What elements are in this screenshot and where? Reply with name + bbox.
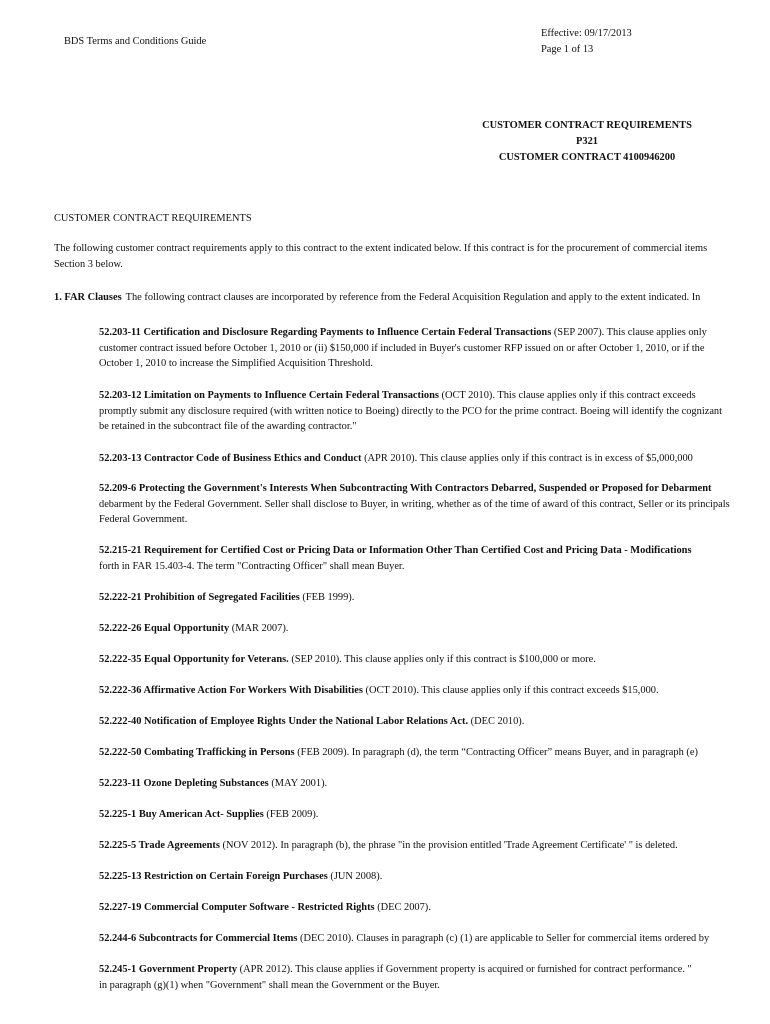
- clause-first-line: [99, 838, 770, 854]
- clause-first-line: [99, 807, 770, 823]
- clause-item: [99, 388, 770, 435]
- clause-text: (DEC 2010).: [468, 716, 525, 727]
- clause-text: (FEB 1999).: [299, 592, 355, 603]
- clause-item: [99, 590, 770, 606]
- clause-first-line: [99, 776, 770, 792]
- clause-continuation-line: forth in FAR 15.403-4. The term "Contracting Officer" shall mean Buyer.: [99, 560, 405, 572]
- clause-continuation-line: in paragraph (g)(1) when "Government" shall mean the Government or the Buyer.: [99, 979, 440, 991]
- clause-first-line: [99, 652, 770, 668]
- clause-first-line: [99, 451, 770, 467]
- clause-continuation-line: Federal Government.: [99, 514, 188, 525]
- page-number: Page 1 of 13: [541, 44, 594, 55]
- clause-title: 52.225-1 Buy American Act- Supplies: [99, 809, 264, 820]
- clause-first-line: [99, 481, 770, 497]
- clause-text: (FEB 2009). In paragraph (d), the term “Contracting Officer” means Buyer, and in paragraph (e): [294, 747, 698, 758]
- clause-title: 52.223-11 Ozone Depleting Substances: [99, 778, 269, 789]
- clause-continuation-line: customer contract issued before October 1, 2010 or (ii) $150,000 if included in Buyer's customer RFP issued on or after October 1, 2010, or if the: [99, 342, 705, 354]
- clause-title: 52.222-26 Equal Opportunity: [99, 623, 230, 634]
- clause-text: (MAY 2001).: [268, 778, 328, 789]
- clause-item: [99, 714, 770, 730]
- clause-text: (DEC 2007).: [374, 902, 431, 913]
- clause-text: (MAR 2007).: [229, 623, 289, 634]
- clause-continuation-line: October 1, 2010 to increase the Simplified Acquisition Threshold.: [99, 358, 373, 369]
- title-line-3: CUSTOMER CONTRACT 4100946200: [498, 152, 676, 163]
- clause-item: [99, 962, 770, 993]
- clause-first-line: [99, 683, 770, 699]
- clause-first-line: [99, 745, 770, 761]
- clause-text: (NOV 2012). In paragraph (b), the phrase "in the provision entitled 'Trade Agreement Certificate' " is deleted.: [219, 840, 678, 851]
- clause-item: [99, 745, 770, 761]
- clause-item: [99, 652, 770, 668]
- clause-first-line: [99, 621, 770, 637]
- clause-text: (SEP 2007). This clause applies only: [551, 327, 707, 338]
- clause-item: [99, 325, 770, 372]
- clause-first-line: [99, 931, 770, 947]
- clause-first-line: [99, 388, 770, 404]
- clause-first-line: [99, 325, 770, 341]
- intro-line-1: The following customer contract requirements apply to this contract to the extent indicated below. If this contract is for the procurement of commercial items: [54, 243, 708, 254]
- clause-title: 52.222-21 Prohibition of Segregated Facilities: [99, 592, 300, 603]
- clause-text: (OCT 2010). This clause applies only if this contract exceeds: [438, 390, 696, 401]
- clause-title: 52.227-19 Commercial Computer Software - Restricted Rights: [99, 902, 375, 913]
- far-clauses-text: The following contract clauses are incorporated by reference from the Federal Acquisition Regulation and apply to the extent indicated. In: [125, 292, 701, 303]
- clause-item: [99, 451, 770, 467]
- clause-title: 52.222-35 Equal Opportunity for Veterans.: [99, 654, 289, 665]
- clause-title: 52.203-13 Contractor Code of Business Ethics and Conduct: [99, 453, 362, 464]
- title-line-2: P321: [576, 136, 598, 147]
- clause-title: 52.203-12 Limitation on Payments to Influence Certain Federal Transactions: [99, 390, 439, 401]
- clause-title: 52.225-5 Trade Agreements: [99, 840, 220, 851]
- clause-first-line: [99, 590, 770, 606]
- contract-title-block: [450, 118, 724, 166]
- clause-first-line: [99, 900, 770, 916]
- clause-text: (APR 2010). This clause applies only if this contract is in excess of $5,000,000: [361, 453, 693, 464]
- clause-continuation-line: debarment by the Federal Government. Seller shall disclose to Buyer, in writing, whether as of the time of award of this contract, Seller or its principals: [99, 498, 730, 510]
- clause-first-line: [99, 962, 770, 978]
- clause-title: 52.222-50 Combating Trafficking in Persons: [99, 747, 295, 758]
- clause-title: 52.222-40 Notification of Employee Rights Under the National Labor Relations Act.: [99, 716, 469, 727]
- clause-continuation-line: be retained in the subcontract file of the awarding contractor.": [99, 421, 357, 432]
- clause-item: [99, 869, 770, 885]
- clause-title: 52.244-6 Subcontracts for Commercial Items: [99, 933, 298, 944]
- clause-first-line: [99, 543, 770, 559]
- clause-title: 52.225-13 Restriction on Certain Foreign Purchases: [99, 871, 328, 882]
- clause-item: [99, 543, 770, 574]
- clause-item: [99, 776, 770, 792]
- clause-text: (JUN 2008).: [327, 871, 383, 882]
- title-line-1: CUSTOMER CONTRACT REQUIREMENTS: [482, 120, 692, 131]
- intro-paragraph: [54, 241, 770, 272]
- clause-continuation-line: promptly submit any disclosure required (with written notice to Boeing) directly to the PCO for the prime contract. Boeing will identify the cognizant: [99, 405, 723, 417]
- clause-item: [99, 838, 770, 854]
- far-clauses-label: 1. FAR Clauses: [54, 292, 122, 303]
- clause-title: 52.245-1 Government Property: [99, 964, 238, 975]
- clause-title: 52.209-6 Protecting the Government's Interests When Subcontracting With Contractors Debarred, Suspended or Proposed for Debarment: [99, 483, 712, 494]
- clause-title: 52.222-36 Affirmative Action For Workers With Disabilities: [99, 685, 363, 696]
- clause-item: [99, 807, 770, 823]
- clause-item: [99, 931, 770, 947]
- intro-line-2: Section 3 below.: [54, 258, 123, 270]
- clause-first-line: [99, 869, 770, 885]
- clause-first-line: [99, 714, 770, 730]
- document-header-title: BDS Terms and Conditions Guide: [64, 36, 207, 47]
- section-heading: CUSTOMER CONTRACT REQUIREMENTS: [54, 213, 252, 224]
- clause-text: (FEB 2009).: [263, 809, 319, 820]
- effective-date: Effective: 09/17/2013: [541, 28, 632, 39]
- document-header-meta: [541, 26, 632, 58]
- clause-title: 52.203-11 Certification and Disclosure Regarding Payments to Influence Certain Federal Transactions: [99, 327, 552, 338]
- far-clauses-paragraph: [54, 290, 770, 306]
- clause-item: [99, 683, 770, 699]
- clause-text: (DEC 2010). Clauses in paragraph (c) (1) are applicable to Seller for commercial items ordered by: [297, 933, 710, 944]
- clause-item: [99, 900, 770, 916]
- clause-text: (OCT 2010). This clause applies only if this contract exceeds $15,000.: [362, 685, 659, 696]
- clause-text: (SEP 2010). This clause applies only if this contract is $100,000 or more.: [288, 654, 596, 665]
- clause-item: [99, 481, 770, 528]
- clause-text: (APR 2012). This clause applies if Government property is acquired or furnished for contract performance. ": [237, 964, 692, 975]
- clause-item: [99, 621, 770, 637]
- clause-title: 52.215-21 Requirement for Certified Cost or Pricing Data or Information Other Than Certified Cost and Pricing Data - Modifications: [99, 545, 692, 556]
